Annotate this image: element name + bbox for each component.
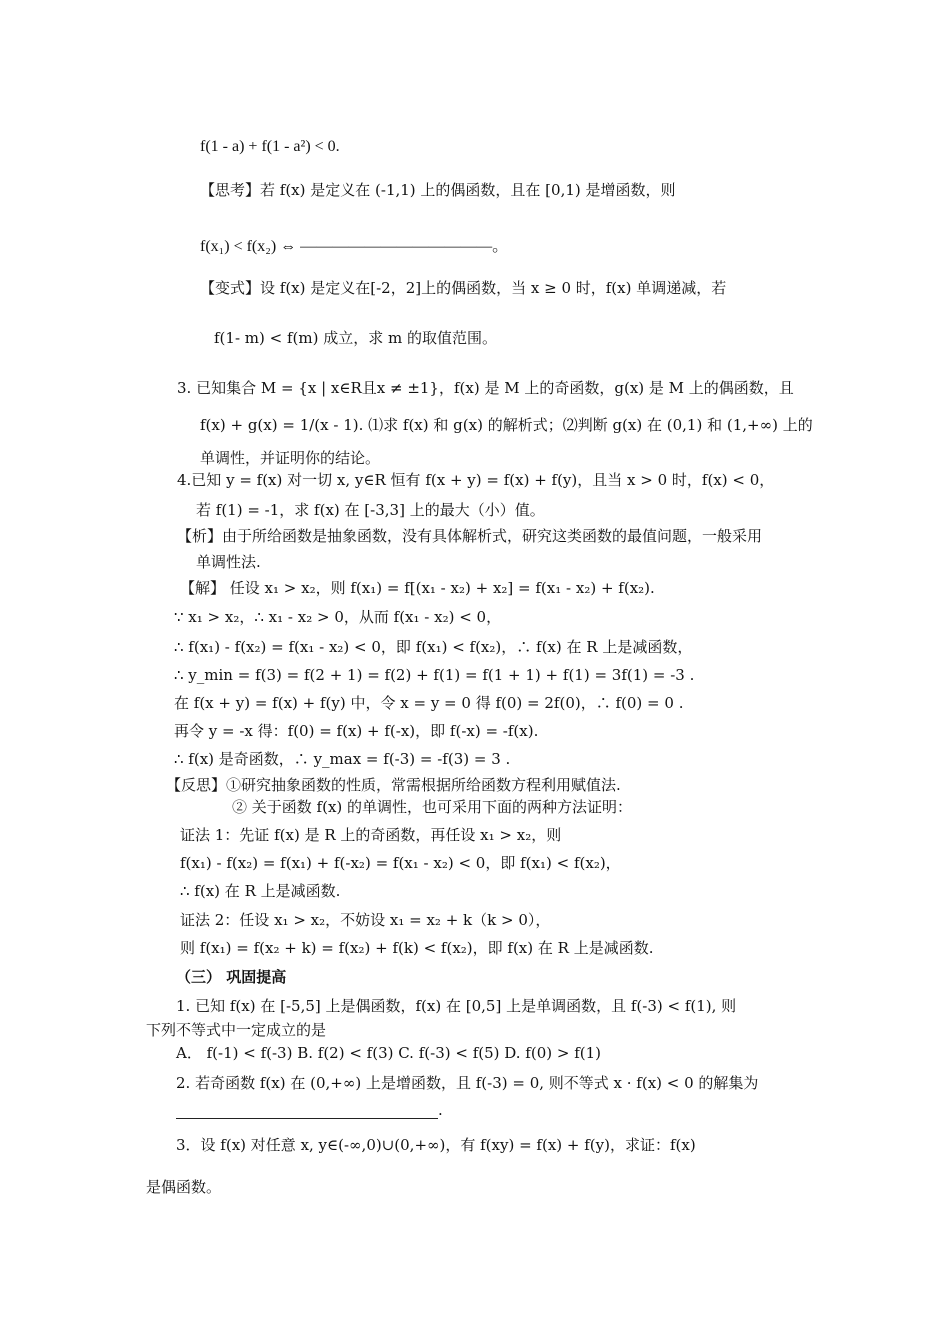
- problem-3-tasks-cont: 单调性，并证明你的结论。: [200, 449, 381, 467]
- exercise-2-statement: 2. 若奇函数 f(x) 在 (0,+∞) 上是增函数，且 f(-3) = 0, 则不等式 x · f(x) < 0 的解集为: [176, 1074, 759, 1092]
- analysis-text-cont: 单调性法.: [196, 553, 261, 571]
- solution-step-3: ∴ f(x₁) - f(x₂) = f(x₁ - x₂) < 0，即 f(x₁) < f(x₂)，∴ f(x) 在 R 上是减函数，: [174, 638, 693, 656]
- problem-3-statement: 3. 已知集合 M = {x | x∈R且x ≠ ±1}，f(x) 是 M 上的奇函数，g(x) 是 M 上的偶函数，且: [177, 379, 794, 397]
- think-equivalence: f(x₁) < f(x₂) ⇔ ————————————。: [200, 238, 509, 255]
- proof-2-step: 则 f(x₁) = f(x₂ + k) = f(x₂) + f(k) < f(x₂)，即 f(x) 在 R 上是减函数.: [180, 939, 654, 957]
- solution-step-2: ∵ x₁ > x₂，∴ x₁ - x₂ > 0，从而 f(x₁ - x₂) < 0，: [174, 608, 502, 626]
- exercise-2-blank: [176, 1100, 443, 1120]
- exercise-1-options: A． f(-1) < f(-3) B. f(2) < f(3) C. f(-3) < f(5) D. f(0) > f(1): [176, 1044, 601, 1062]
- reflection-2: ② 关于函数 f(x) 的单调性，也可采用下面的两种方法证明：: [232, 798, 633, 816]
- problem-4-statement: 4.已知 y = f(x) 对一切 x, y∈R 恒有 f(x + y) = f(x) + f(y)，且当 x > 0 时，f(x) < 0，: [177, 471, 775, 489]
- problem-3-tasks: f(x) + g(x) = 1/(x - 1). ⑴求 f(x) 和 g(x) 的解析式；⑵判断 g(x) 在 (0,1) 和 (1,+∞) 上的: [200, 416, 813, 434]
- solution-step-4: ∴ y_min = f(3) = f(2 + 1) = f(2) + f(1) = f(1 + 1) + f(1) = 3f(1) = -3 .: [174, 666, 695, 684]
- variant-problem: 【变式】设 f(x) 是定义在[-2，2]上的偶函数，当 x ≥ 0 时，f(x) 单调递减，若: [200, 279, 727, 297]
- think-problem: 【思考】若 f(x) 是定义在 (-1,1) 上的偶函数，且在 [0,1) 是增函数，则: [200, 181, 676, 199]
- solution-step-5: 在 f(x + y) = f(x) + f(y) 中，令 x = y = 0 得 f(0) = 2f(0)，∴ f(0) = 0 .: [174, 694, 684, 712]
- answer-blank[interactable]: [176, 1118, 438, 1119]
- proof-2-intro: 证法 2：任设 x₁ > x₂，不妨设 x₁ = x₂ + k（k > 0），: [180, 911, 551, 929]
- exercise-3-statement: 3．设 f(x) 对任意 x, y∈(-∞,0)∪(0,+∞)，有 f(xy) = f(x) + f(y)，求证：f(x): [176, 1136, 696, 1154]
- solution-step-7: ∴ f(x) 是奇函数，∴ y_max = f(-3) = -f(3) = 3 .: [174, 750, 511, 768]
- solution-step-6: 再令 y = -x 得：f(0) = f(x) + f(-x)，即 f(-x) = -f(x).: [174, 722, 539, 740]
- blank-end: .: [438, 1101, 443, 1119]
- problem-4-question: 若 f(1) = -1，求 f(x) 在 [-3,3] 上的最大（小）值。: [196, 501, 545, 519]
- inequality-line: f(1 - a) + f(1 - a²) < 0.: [200, 138, 340, 155]
- variant-condition: f(1- m) < f(m) 成立，求 m 的取值范围。: [214, 329, 497, 347]
- exercise-3-conclusion: 是偶函数。: [146, 1178, 222, 1196]
- solution-step-1: 【解】 任设 x₁ > x₂，则 f(x₁) = f[(x₁ - x₂) + x₂] = f(x₁ - x₂) + f(x₂).: [180, 579, 655, 597]
- exercise-1-prompt: 下列不等式中一定成立的是: [146, 1021, 327, 1039]
- section-heading: （三） 巩固提高: [176, 968, 287, 986]
- proof-1-step: f(x₁) - f(x₂) = f(x₁) + f(-x₂) = f(x₁ - x₂) < 0，即 f(x₁) < f(x₂)，: [180, 854, 621, 872]
- exercise-1-statement: 1. 已知 f(x) 在 [-5,5] 上是偶函数，f(x) 在 [0,5] 上是单调函数，且 f(-3) < f(1), 则: [176, 997, 737, 1015]
- reflection-1: 【反思】①研究抽象函数的性质，常需根据所给函数方程利用赋值法.: [166, 776, 621, 794]
- proof-1-intro: 证法 1：先证 f(x) 是 R 上的奇函数，再任设 x₁ > x₂，则: [180, 826, 562, 844]
- proof-1-conclusion: ∴ f(x) 在 R 上是减函数.: [180, 882, 341, 900]
- analysis-text: 【析】由于所给函数是抽象函数，没有具体解析式，研究这类函数的最值问题，一般采用: [177, 527, 763, 545]
